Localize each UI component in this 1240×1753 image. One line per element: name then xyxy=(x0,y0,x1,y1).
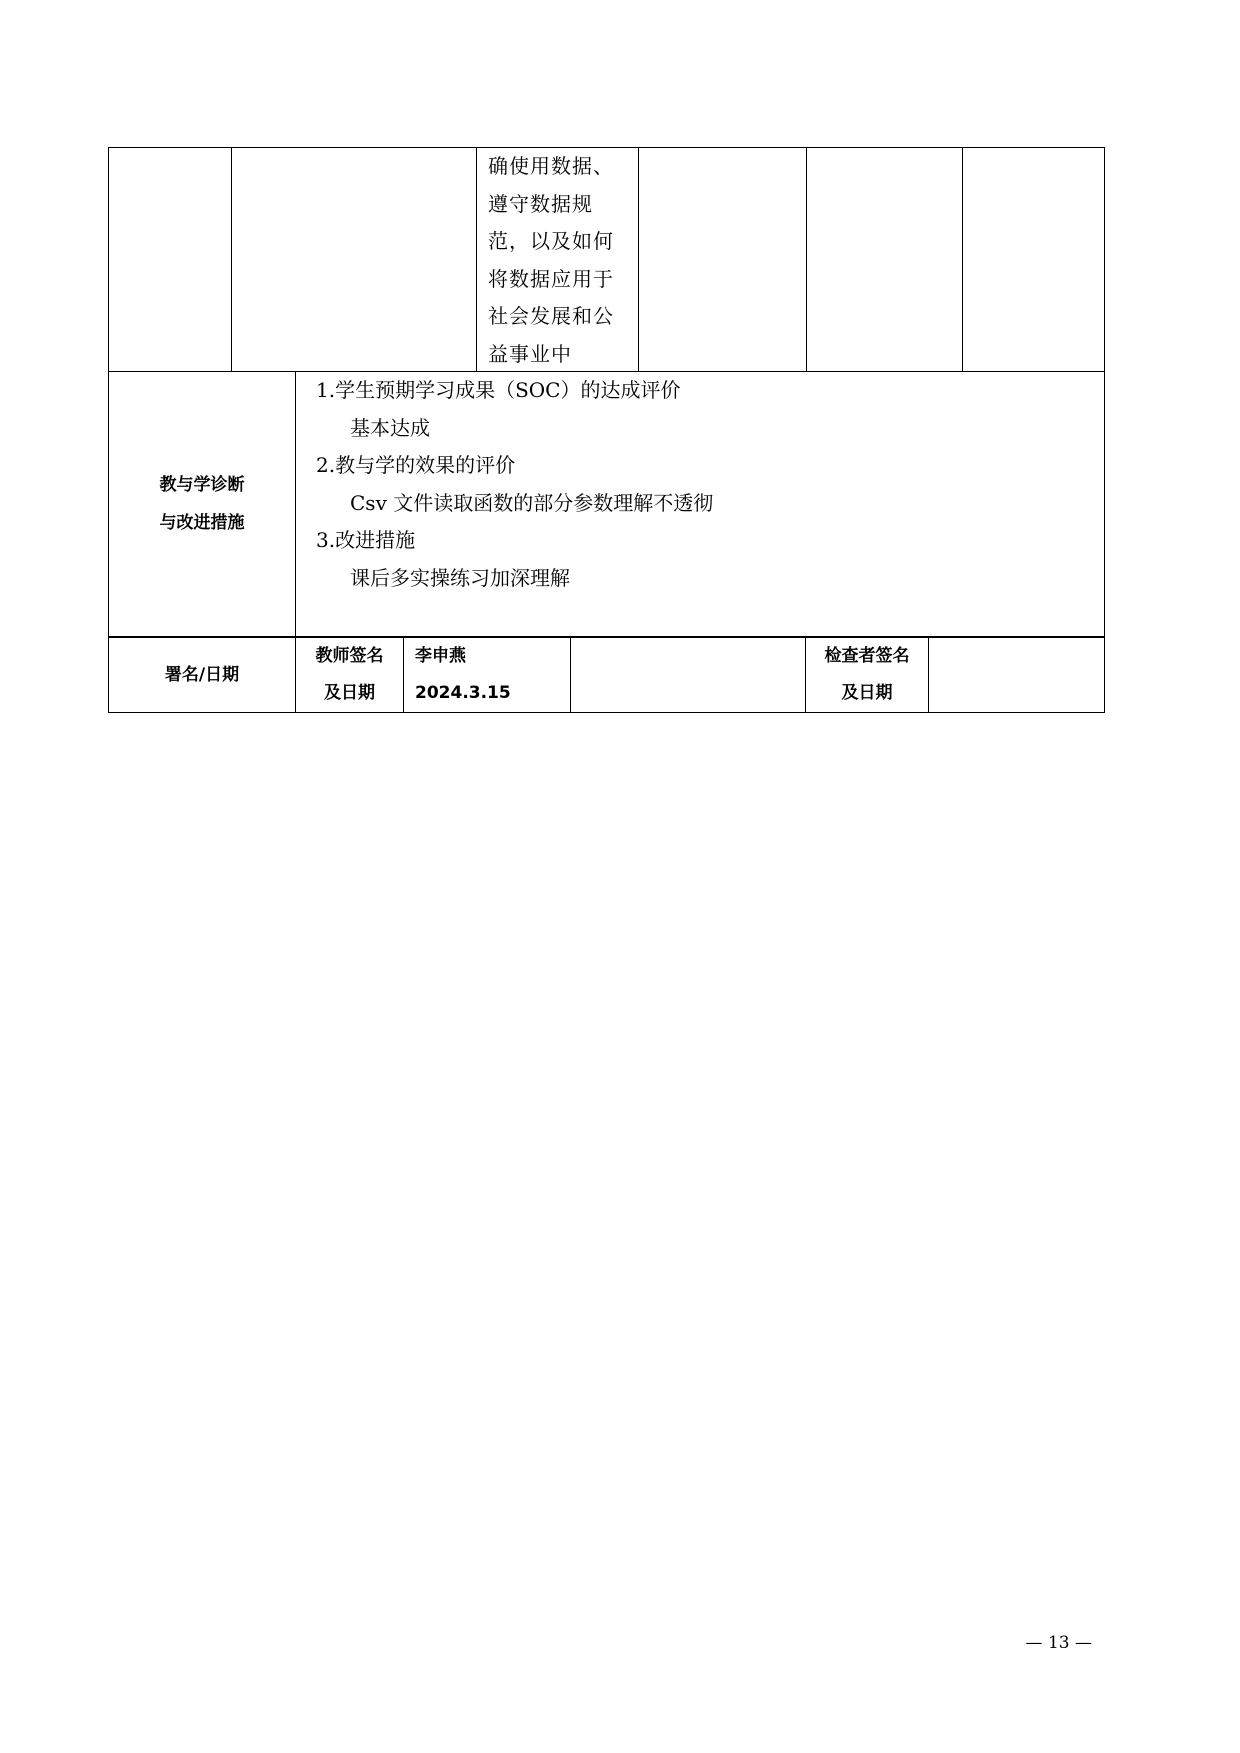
signature-label: 署名/日期 xyxy=(164,664,240,685)
diagnosis-item-detail: 基本达成 xyxy=(350,415,430,440)
column-divider xyxy=(806,148,807,371)
teacher-extra-cell xyxy=(571,638,806,712)
teacher-name: 李申燕 xyxy=(415,646,466,666)
checker-label-cell xyxy=(806,638,929,712)
signature-label-cell xyxy=(109,638,296,712)
column-divider xyxy=(638,148,639,371)
teacher-label-cell xyxy=(296,638,404,712)
teacher-label-line: 及日期 xyxy=(324,683,375,703)
content-line: 益事业中 xyxy=(488,341,572,366)
diagnosis-label-line: 与改进措施 xyxy=(159,513,245,533)
column-divider xyxy=(962,148,963,371)
teacher-date: 2024.3.15 xyxy=(415,683,511,703)
checker-label-line: 及日期 xyxy=(841,683,893,703)
content-line: 范，以及如何 xyxy=(488,229,614,253)
content-line: 社会发展和公 xyxy=(488,304,614,328)
diagnosis-item-heading: 2.教与学的效果的评价 xyxy=(316,453,516,477)
teacher-label-line: 教师签名 xyxy=(315,646,384,666)
column-divider xyxy=(231,148,232,371)
content-cell-text xyxy=(488,148,638,373)
content-line: 遵守数据规 xyxy=(488,191,593,216)
checker-label-line: 检查者签名 xyxy=(824,646,910,666)
diagnosis-item-heading: 1.学生预期学习成果（SOC）的达成评价 xyxy=(316,378,681,402)
diagnosis-label-cell xyxy=(109,372,296,636)
content-line: 确使用数据、 xyxy=(488,154,614,178)
content-line: 将数据应用于 xyxy=(488,266,614,291)
diagnosis-item-detail: Csv 文件读取函数的部分参数理解不透彻 xyxy=(350,490,714,515)
teacher-signature-cell xyxy=(404,638,571,712)
diagnosis-content-cell xyxy=(316,372,1096,597)
diagnosis-item-detail: 课后多实操练习加深理解 xyxy=(350,565,570,590)
diagnosis-item-heading: 3.改进措施 xyxy=(316,528,416,552)
diagnosis-label-line: 教与学诊断 xyxy=(159,475,245,495)
diagnosis-table-row xyxy=(108,372,1105,637)
checker-signature-cell xyxy=(929,638,1104,712)
column-divider xyxy=(476,148,477,371)
continuation-table xyxy=(108,147,1105,372)
signature-table-row xyxy=(108,637,1105,713)
page-number: — 13 — xyxy=(1025,1633,1092,1653)
